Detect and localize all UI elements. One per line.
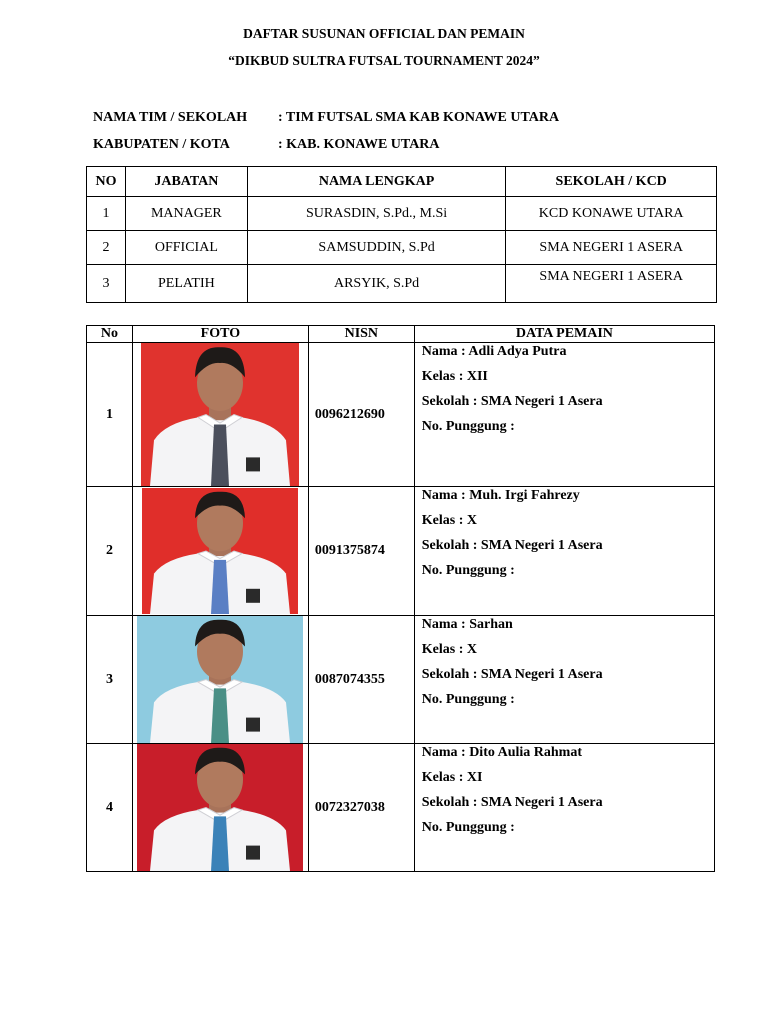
player-no: 1 (87, 343, 133, 487)
cell-jabatan: PELATIH (125, 265, 247, 303)
player-name: Nama : Dito Aulia Rahmat (421, 745, 582, 760)
official-table (86, 166, 717, 303)
cell-sekolah: KCD KONAWE UTARA (506, 197, 717, 231)
table-row (87, 197, 717, 231)
table-row (87, 487, 715, 616)
player-header-row (87, 326, 715, 343)
district-info-row (93, 137, 440, 153)
cell-jabatan: MANAGER (125, 197, 247, 231)
team-info-row (93, 110, 559, 126)
header-data-pemain: DATA PEMAIN (414, 326, 714, 343)
player-photo-cell (132, 487, 308, 616)
portrait-graphic (141, 343, 299, 486)
player-photo (142, 488, 298, 614)
cell-nama: SURASDIN, S.Pd., M.Si (247, 197, 506, 231)
player-jersey-number: No. Punggung : (421, 692, 515, 707)
player-name: Nama : Sarhan (421, 617, 513, 632)
player-no: 3 (87, 616, 133, 744)
table-row (87, 265, 717, 303)
player-class: Kelas : XII (421, 369, 488, 384)
player-school: Sekolah : SMA Negeri 1 Asera (421, 795, 603, 810)
player-photo-cell (132, 343, 308, 487)
portrait-graphic (137, 744, 303, 871)
player-jersey-number: No. Punggung : (421, 419, 515, 434)
necktie (211, 688, 229, 743)
school-badge-icon (246, 457, 260, 471)
header-nisn: NISN (308, 326, 414, 343)
player-nisn: 0091375874 (308, 487, 414, 616)
player-data (414, 487, 714, 616)
header-no: No (87, 326, 133, 343)
player-name: Nama : Adli Adya Putra (421, 344, 567, 359)
player-school: Sekolah : SMA Negeri 1 Asera (421, 538, 603, 553)
cell-sekolah: SMA NEGERI 1 ASERA (506, 231, 717, 265)
header-sekolah-kcd: SEKOLAH / KCD (506, 167, 717, 197)
official-header-row (87, 167, 717, 197)
cell-no: 2 (87, 231, 126, 265)
player-class: Kelas : X (421, 642, 477, 657)
player-table (86, 325, 715, 872)
player-photo-cell (132, 744, 308, 872)
cell-sekolah: SMA NEGERI 1 ASERA (506, 265, 717, 303)
portrait-graphic (142, 488, 298, 614)
player-school: Sekolah : SMA Negeri 1 Asera (421, 394, 603, 409)
portrait-graphic (137, 616, 303, 743)
table-row (87, 231, 717, 265)
school-badge-icon (246, 589, 260, 603)
player-data (414, 744, 714, 872)
player-photo (137, 616, 303, 743)
necktie (211, 816, 229, 871)
team-value: : TIM FUTSAL SMA KAB KONAWE UTARA (278, 110, 560, 125)
player-name: Nama : Muh. Irgi Fahrezy (421, 488, 580, 503)
cell-nama: SAMSUDDIN, S.Pd (247, 231, 506, 265)
cell-jabatan: OFFICIAL (125, 231, 247, 265)
header-foto: FOTO (132, 326, 308, 343)
player-class: Kelas : X (421, 513, 477, 528)
header-no: NO (87, 167, 126, 197)
player-class: Kelas : XI (421, 770, 483, 785)
team-label: NAMA TIM / SEKOLAH (93, 110, 248, 125)
cell-no: 3 (87, 265, 126, 303)
tournament-title: “DIKBUD SULTRA FUTSAL TOURNAMENT 2024” (228, 53, 540, 68)
table-row (87, 616, 715, 744)
player-nisn: 0096212690 (308, 343, 414, 487)
district-value: : KAB. KONAWE UTARA (278, 137, 440, 152)
player-no: 2 (87, 487, 133, 616)
cell-no: 1 (87, 197, 126, 231)
school-badge-icon (246, 846, 260, 860)
school-badge-icon (246, 718, 260, 732)
player-jersey-number: No. Punggung : (421, 820, 515, 835)
player-photo-cell (132, 616, 308, 744)
player-photo (137, 744, 303, 871)
player-data (414, 343, 714, 487)
necktie (211, 560, 229, 614)
player-school: Sekolah : SMA Negeri 1 Asera (421, 667, 603, 682)
necktie (211, 425, 229, 486)
cell-nama: ARSYIK, S.Pd (247, 265, 506, 303)
header-jabatan: JABATAN (125, 167, 247, 197)
table-row (87, 343, 715, 487)
table-row (87, 744, 715, 872)
player-nisn: 0072327038 (308, 744, 414, 872)
player-data (414, 616, 714, 744)
player-jersey-number: No. Punggung : (421, 563, 515, 578)
document-title: DAFTAR SUSUNAN OFFICIAL DAN PEMAIN (243, 26, 525, 41)
player-no: 4 (87, 744, 133, 872)
district-label: KABUPATEN / KOTA (93, 137, 230, 152)
header-nama-lengkap: NAMA LENGKAP (247, 167, 506, 197)
player-photo (141, 343, 299, 486)
player-nisn: 0087074355 (308, 616, 414, 744)
